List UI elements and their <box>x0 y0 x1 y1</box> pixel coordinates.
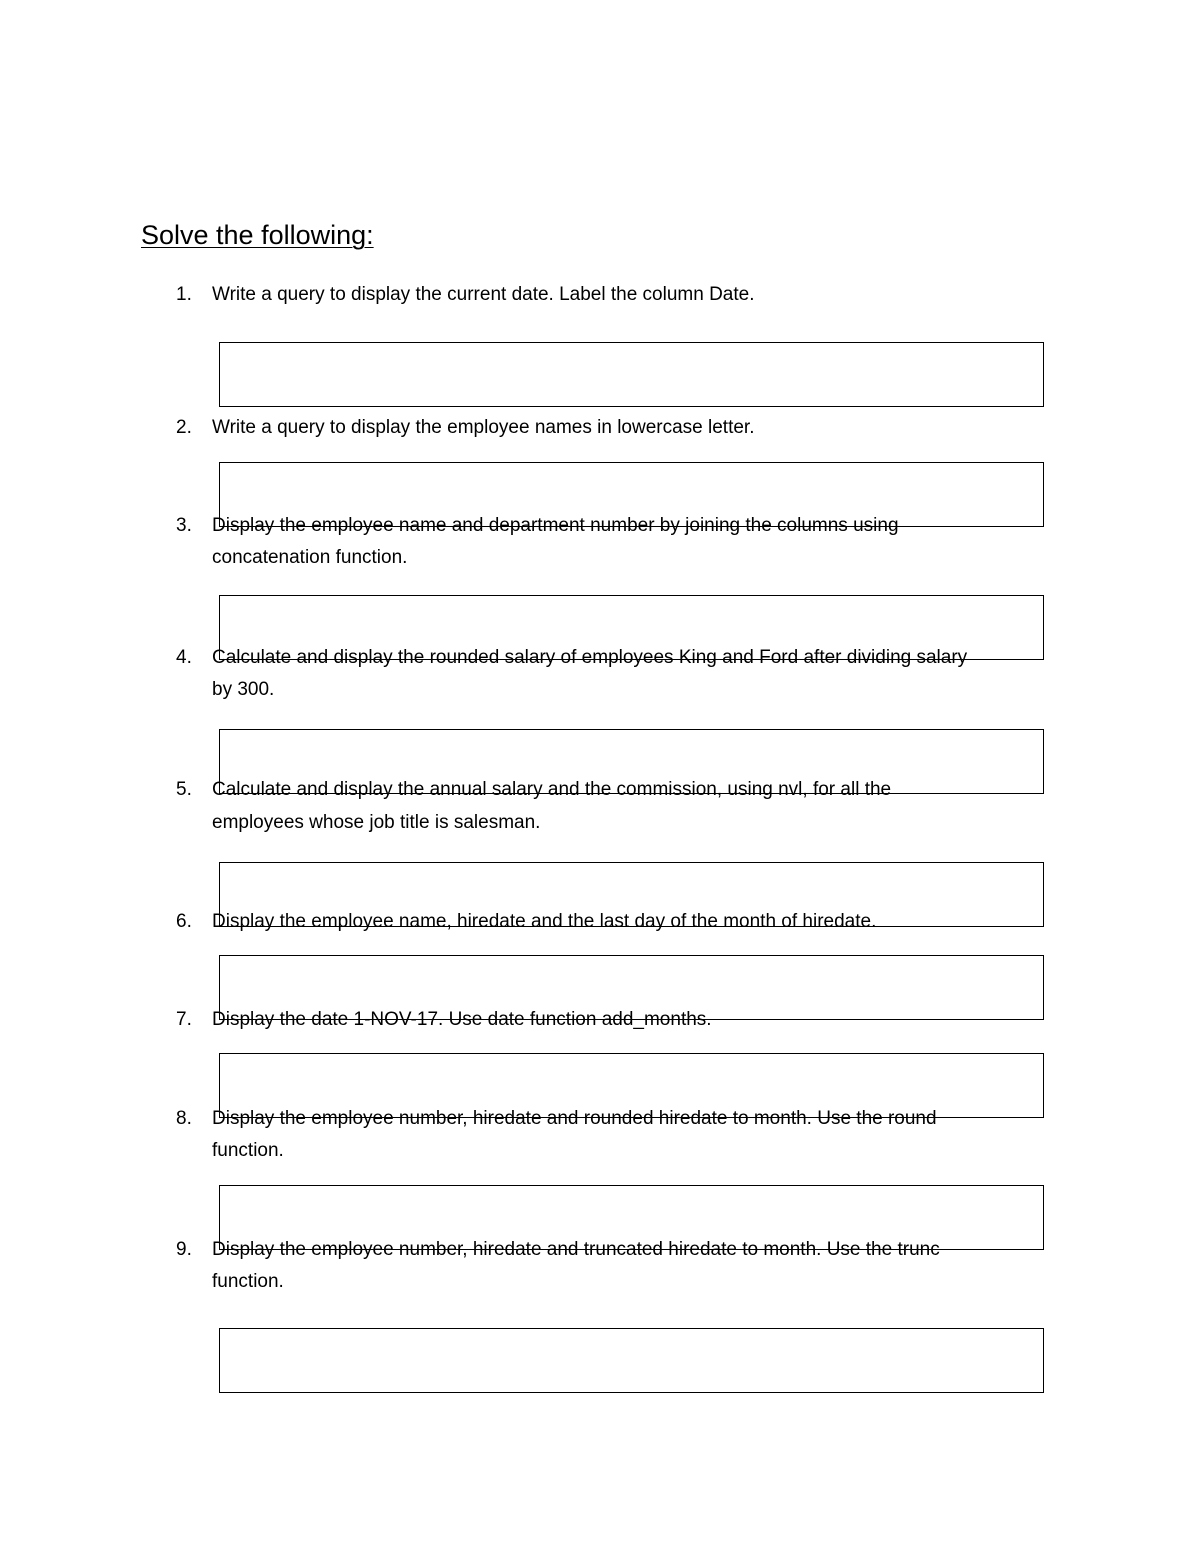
question-4-text-line-1: Calculate and display the rounded salary of employees King and Ford after dividing salary <box>212 647 968 668</box>
question-3-text-line-1: Display the employee name and department number by joining the columns using <box>212 515 899 536</box>
question-8-text-line-1: Display the employee number, hiredate and rounded hiredate to month. Use the round <box>212 1108 937 1129</box>
question-7-text: Display the date 1-NOV-17. Use date function add_months. <box>212 1009 712 1030</box>
question-7-number: 7. <box>176 1009 192 1030</box>
question-4-number: 4. <box>176 647 192 668</box>
question-9-number: 9. <box>176 1239 192 1260</box>
question-3-number: 3. <box>176 515 192 536</box>
question-5-text-line-2: employees whose job title is salesman. <box>212 812 541 833</box>
question-1-text: Write a query to display the current date. Label the column Date. <box>212 284 755 305</box>
question-6-text: Display the employee name, hiredate and the last day of the month of hiredate. <box>212 911 877 932</box>
question-9-text-line-2: function. <box>212 1271 284 1292</box>
answer-box-9[interactable] <box>219 1328 1044 1393</box>
question-5-text-line-1: Calculate and display the annual salary and the commission, using nvl, for all the <box>212 779 892 800</box>
question-4-text-line-2: by 300. <box>212 679 275 700</box>
question-2-number: 2. <box>176 417 192 438</box>
question-3-text-line-2: concatenation function. <box>212 547 408 568</box>
worksheet-heading: Solve the following: <box>141 220 374 250</box>
question-8-text-line-2: function. <box>212 1140 284 1161</box>
question-6-number: 6. <box>176 911 192 932</box>
answer-box-1[interactable] <box>219 342 1044 407</box>
question-8-number: 8. <box>176 1108 192 1129</box>
question-2-text: Write a query to display the employee names in lowercase letter. <box>212 417 755 438</box>
question-1-number: 1. <box>176 284 192 305</box>
question-9-text-line-1: Display the employee number, hiredate and truncated hiredate to month. Use the trunc <box>212 1239 940 1260</box>
question-5-number: 5. <box>176 779 192 800</box>
